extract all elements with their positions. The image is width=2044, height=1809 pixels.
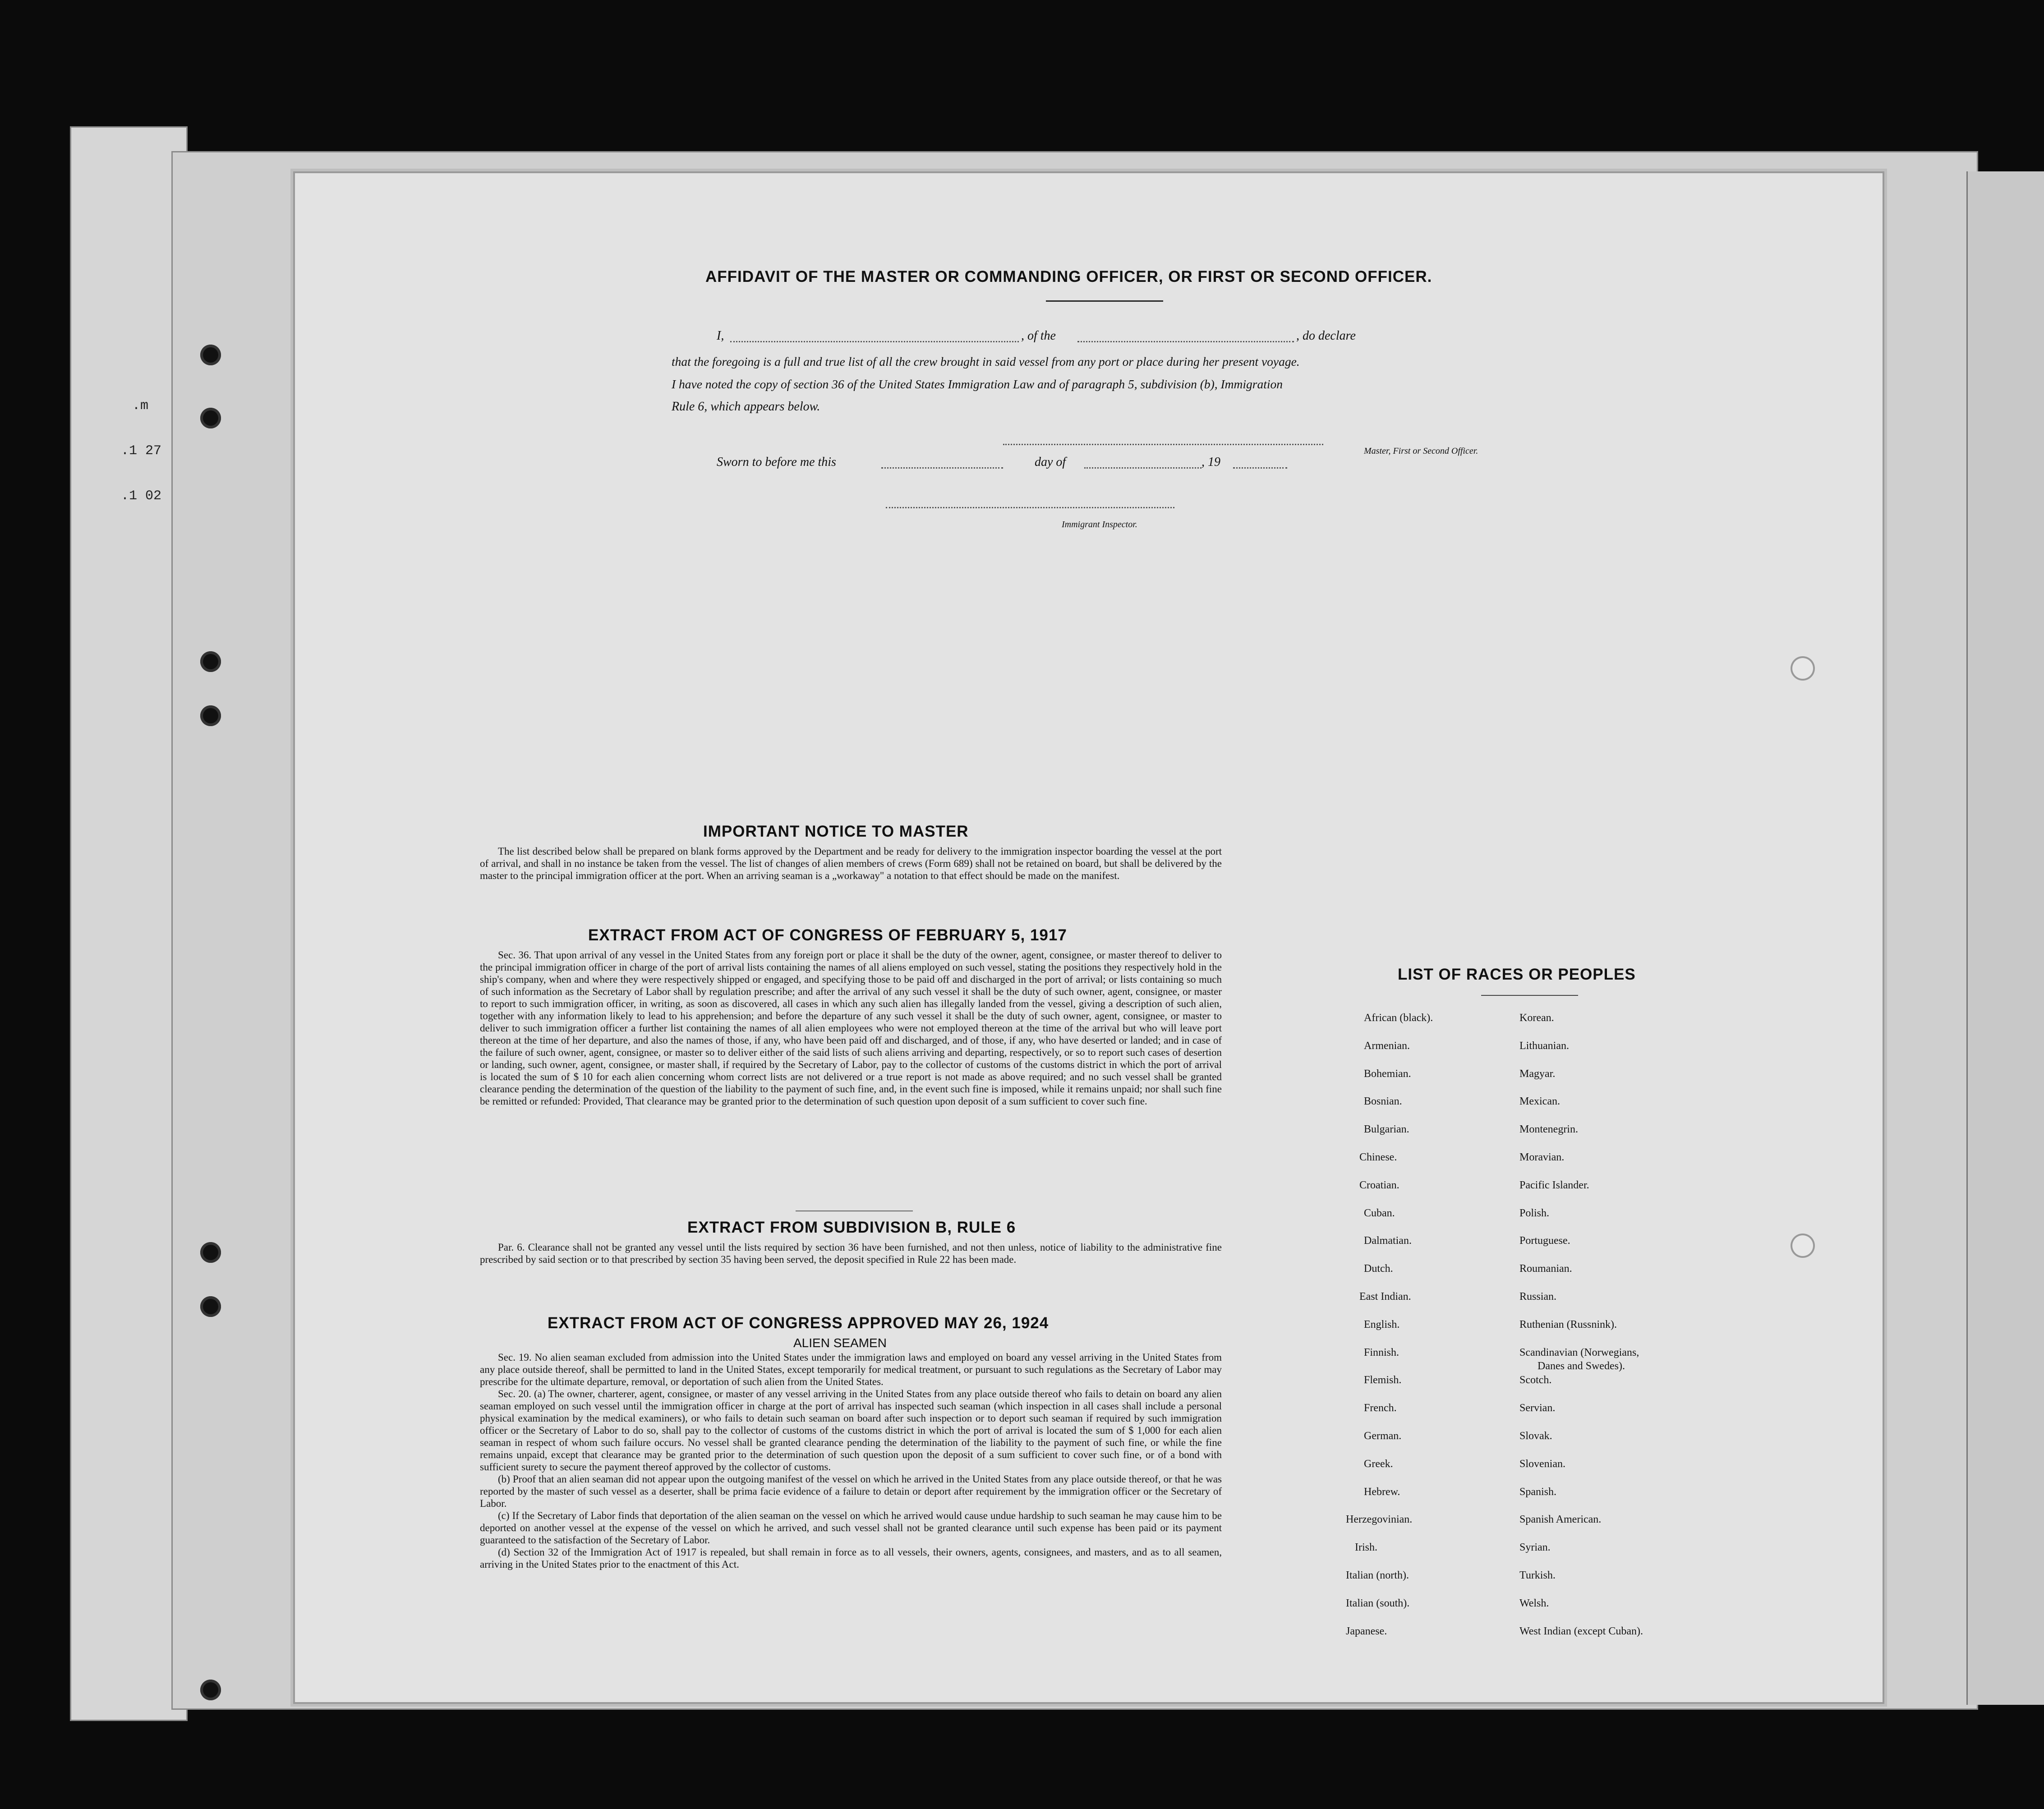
- margin-mark: .1 27: [121, 443, 162, 459]
- affidavit-line: Rule 6, which appears below.: [672, 400, 820, 414]
- master-signature-blank: [1003, 444, 1323, 445]
- sec-19-paragraph: Sec. 19. No alien seaman excluded from admission into the United States under the immigration laws and employed on board any vessel arriving in the United States from any place outside thereof, shall be permitted to land in the United States, except temporarily for medical treatment, or pursuant to such regulations as the Secretary of Labor may prescribe for the ultimate departure, removal, or deportation of such alien from the United States.: [480, 1352, 1222, 1387]
- punch-hole: [200, 651, 221, 672]
- sec-20a-paragraph: Sec. 20. (a) The owner, charterer, agent, consignee, or master of any vessel arriving in the United States from any place outside thereof who fails to detain on board any alien seaman employed on such vessel until the immigration officer in charge at the port of arrival has inspected such seaman (which inspection in all cases shall include a personal physical examination by the medical examiners), or who fails to detain such seaman on board after such inspection or to deport such seaman if required by such immigration officer or the Secretary of Labor to do so, shall pay to the collector of customs of the customs district in which the port of arrival is located the sum of $ 1,000 for each alien seaman in respect of whom such failure occurs. No vessel shall be granted clearance pending the determination of the liability to the payment of such fine, or while the fine remains unpaid, except that clearance may be granted prior to the determination of such question upon the deposit of a sum sufficient to cover such fine, or of a bond with sufficient surety to secure the payment thereof approved by the collector of customs.: [480, 1388, 1222, 1473]
- name-blank: [730, 341, 1019, 342]
- punch-hole: [200, 705, 221, 726]
- year-text: , 19: [1202, 455, 1220, 469]
- right-race-item: Lithuanian.: [1519, 1040, 1569, 1052]
- alien-seamen-subtitle: ALIEN SEAMEN: [793, 1336, 887, 1350]
- left-race-item: Japanese.: [1346, 1625, 1387, 1637]
- divider: [1046, 300, 1163, 302]
- sworn-text: Sworn to before me this: [717, 455, 836, 469]
- right-race-item: Russian.: [1519, 1291, 1557, 1303]
- right-race-item: Ruthenian (Russnink).: [1519, 1318, 1617, 1330]
- right-race-item: Spanish American.: [1519, 1514, 1602, 1526]
- punch-hole: [200, 408, 221, 428]
- left-race-item: Armenian.: [1364, 1040, 1410, 1052]
- affidavit-declare: , do declare: [1296, 329, 1356, 343]
- left-race-item: Italian (south).: [1346, 1597, 1410, 1609]
- races-title: LIST OF RACES OR PEOPLES: [1398, 966, 1636, 983]
- right-race-item: Pacific Islander.: [1519, 1179, 1589, 1191]
- right-race-item: Mexican.: [1519, 1096, 1560, 1108]
- punch-hole: [200, 1680, 221, 1700]
- left-race-item: Italian (north).: [1346, 1570, 1409, 1581]
- extract-1924-title: EXTRACT FROM ACT OF CONGRESS APPROVED MAY 26, 1924: [548, 1314, 1049, 1332]
- affidavit-title: AFFIDAVIT OF THE MASTER OR COMMANDING OFFICER, OR FIRST OR SECOND OFFICER.: [705, 268, 1432, 285]
- right-race-item: Portuguese.: [1519, 1235, 1570, 1247]
- left-race-item: Greek.: [1364, 1458, 1393, 1470]
- right-race-item: Roumanian.: [1519, 1263, 1572, 1275]
- affidavit-i: I,: [717, 329, 724, 343]
- left-race-item: Bohemian.: [1364, 1068, 1411, 1080]
- affidavit-page: [293, 171, 1884, 1704]
- master-caption: Master, First or Second Officer.: [1364, 446, 1478, 456]
- day-of-text: day of: [1035, 455, 1066, 469]
- sec-20c-paragraph: (c) If the Secretary of Labor finds that deportation of the alien seaman on the vessel on which he arrived would cause undue hardship to such seaman he may cause him to be deported on another vessel at the expense of the vessel on which he arrived, and such vessel shall not be granted clearance until such expense has been paid or its payment guaranteed to the satisfaction of the Secretary of Labor.: [480, 1510, 1222, 1546]
- affidavit-line: that the foregoing is a full and true list of all the crew brought in said vessel from any port or place during her present voyage.: [672, 354, 1300, 368]
- left-race-item: African (black).: [1364, 1012, 1433, 1024]
- right-race-item: Scotch.: [1519, 1374, 1552, 1386]
- right-race-item: Magyar.: [1519, 1068, 1556, 1080]
- left-race-item: Finnish.: [1364, 1346, 1399, 1358]
- right-race-item: Welsh.: [1519, 1597, 1549, 1609]
- right-race-item: Spanish.: [1519, 1486, 1557, 1498]
- right-back-sheet: [1966, 171, 2044, 1705]
- left-race-item: Chinese.: [1359, 1151, 1397, 1163]
- act-1924-text: [480, 1351, 1222, 1570]
- right-race-item: Montenegrin.: [1519, 1123, 1578, 1136]
- year-blank: [1233, 467, 1287, 469]
- left-race-item: Croatian.: [1359, 1179, 1399, 1191]
- right-race-item: West Indian (except Cuban).: [1519, 1625, 1643, 1637]
- left-race-item: Cuban.: [1364, 1207, 1395, 1219]
- left-race-item: Hebrew.: [1364, 1486, 1400, 1498]
- divider: [1481, 995, 1578, 996]
- notice-title: IMPORTANT NOTICE TO MASTER: [703, 823, 969, 840]
- left-race-item: Flemish.: [1364, 1374, 1402, 1386]
- left-race-item: Herzegovinian.: [1346, 1514, 1413, 1526]
- vessel-blank: [1077, 341, 1294, 342]
- left-race-item: Dutch.: [1364, 1263, 1393, 1275]
- affidavit-line: I have noted the copy of section 36 of the United States Immigration Law and of paragraph 5, subdivision (b), Immigration: [672, 377, 1283, 391]
- subdivision-title: EXTRACT FROM SUBDIVISION B, RULE 6: [687, 1219, 1016, 1236]
- left-race-item: French.: [1364, 1402, 1397, 1414]
- margin-mark: .1 02: [121, 488, 162, 504]
- right-race-item: Korean.: [1519, 1012, 1554, 1024]
- notice-text: The list described below shall be prepared on blank forms approved by the Department and be ready for delivery to the immigration inspector boarding the vessel at the port of arrival, and shall in no instance be taken from the vessel. The list of changes of alien members of crews (Form 689) shall not be retained on board, but shall be delivered by the master to the principal immigration officer at the port. When an arriving seaman is a „workaway" a notation to that effect should be made on the manifest.: [480, 846, 1222, 881]
- punch-hole: [200, 1242, 221, 1263]
- right-race-item: Moravian.: [1519, 1151, 1565, 1163]
- section-36-text: Sec. 36. That upon arrival of any vessel in the United States from any foreign port or place it shall be the duty of the owner, agent, consignee, or master thereof to deliver to the principal immigration officer in charge of the port of arrival lists containing the names of all aliens employed on such vessel, stating the positions they respectively hold in the ship's company, when and where they were respectively shipped or engaged, and specifying those to be paid off and discharged in the port of arrival; or lists containing so much of such information as the Secretary of Labor shall by regulation prescribe; and after the arrival of any such vessel it shall be the duty of such owner, agent, consignee, or master to report to such immigration officer, in writing, as soon as discovered, all cases in which any such alien has illegally landed from the vessel, giving a description of such alien, together with any information likely to lead to his apprehension; and before the departure of any such vessel it shall be the duty of such owner, agent, consignee, or master to deliver to such immigration officer a further list containing the names of all alien employees who were not employed thereon at the time of the arrival but who will leave port thereon at the time of her departure, and also the names of those, if any, who have been paid off and discharged, and of those, if any, who have deserted or landed; and in case of the failure of such owner, agent, consignee, or master so to deliver either of the said lists of such aliens arriving and departing, respectively, or so to report such cases of desertion or landing, such owner, agent, consignee, or master shall, if required by the Secretary of Labor, pay to the collector of customs of the customs district in which the port of arrival is located the sum of $ 10 for each alien concerning whom correct lists are not delivered or a true report is not made as above required; and no such vessel shall be granted clearance pending the determination of the question of the liability to the payment of such fine, and, in the event such fine is imposed, while it remains unpaid; nor shall such fine be remitted or refunded: Provided, That clearance may be granted prior to the determination of such question upon deposit of a sum sufficient to cover such fine.: [480, 949, 1222, 1107]
- left-race-item: Irish.: [1355, 1542, 1377, 1554]
- left-race-item: East Indian.: [1359, 1291, 1411, 1303]
- right-race-item: Syrian.: [1519, 1542, 1551, 1554]
- right-race-item: Danes and Swedes).: [1538, 1360, 1625, 1372]
- right-race-item: Slovak.: [1519, 1430, 1552, 1442]
- left-race-item: Bulgarian.: [1364, 1123, 1409, 1136]
- inspector-signature-blank: [886, 507, 1174, 508]
- punch-hole: [1792, 658, 1813, 679]
- sec-20b-paragraph: (b) Proof that an alien seaman did not appear upon the outgoing manifest of the vessel on which he arrived in the United States from any place outside thereof, or that he was reported by the master of such vessel as a deserter, shall be prima facie evidence of a failure to detain or deport after requirement by the immigration officer or the Secretary of Labor.: [480, 1473, 1222, 1509]
- right-race-item: Polish.: [1519, 1207, 1550, 1219]
- left-race-item: German.: [1364, 1430, 1402, 1442]
- paragraph-6-text: Par. 6. Clearance shall not be granted any vessel until the lists required by section 36 have been furnished, and not then unless, notice of liability to the administrative fine prescribed by said section or to that prescribed by section 35 having been served, the deposit specified in Rule 22 has been made.: [480, 1242, 1222, 1265]
- sec-20d-paragraph: (d) Section 32 of the Immigration Act of 1917 is repealed, but shall remain in force as to all vessels, their owners, agents, consignees, and masters, and as to all seamen, arriving in the United States prior to the enactment of this Act.: [480, 1547, 1222, 1570]
- punch-hole: [200, 1296, 221, 1317]
- margin-mark: .m: [132, 398, 149, 414]
- left-race-item: Bosnian.: [1364, 1096, 1402, 1108]
- left-race-item: Dalmatian.: [1364, 1235, 1412, 1247]
- left-race-item: English.: [1364, 1318, 1400, 1330]
- inspector-caption: Immigrant Inspector.: [1062, 520, 1137, 529]
- right-race-item: Turkish.: [1519, 1570, 1556, 1581]
- right-race-item: Slovenian.: [1519, 1458, 1565, 1470]
- right-race-item: Servian.: [1519, 1402, 1556, 1414]
- punch-hole: [200, 345, 221, 365]
- affidavit-of: , of the: [1021, 329, 1056, 343]
- right-race-item: Scandinavian (Norwegians,: [1519, 1346, 1639, 1358]
- month-blank: [1084, 467, 1202, 469]
- left-back-sheet: [70, 126, 188, 1721]
- day-blank: [881, 467, 1003, 469]
- extract-1917-title: EXTRACT FROM ACT OF CONGRESS OF FEBRUARY 5, 1917: [588, 926, 1067, 944]
- punch-hole: [1792, 1235, 1813, 1256]
